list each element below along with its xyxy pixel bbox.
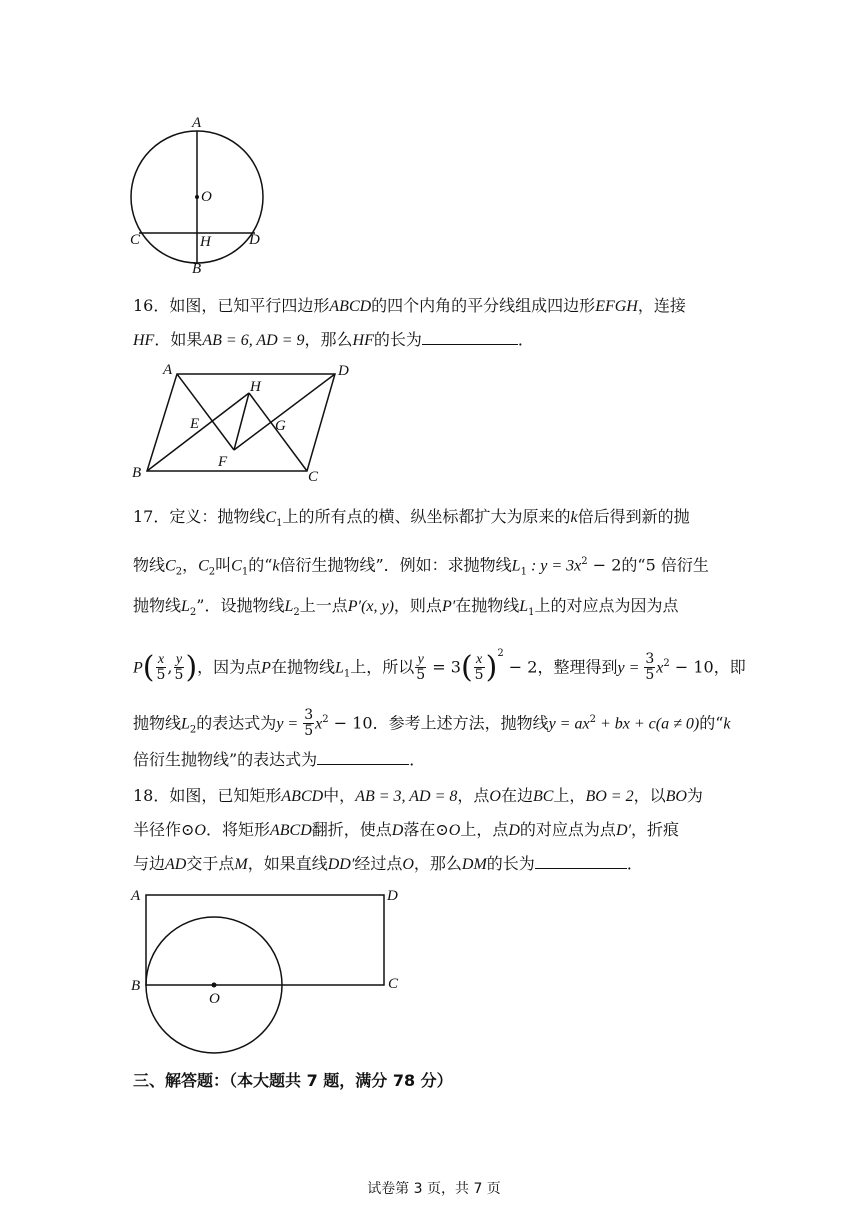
- label-h: H: [250, 379, 261, 395]
- label-o: O: [209, 991, 220, 1007]
- label-b: B: [192, 261, 202, 277]
- label-d: D: [249, 232, 260, 248]
- label-e: E: [190, 416, 200, 432]
- label-c: C: [388, 976, 399, 992]
- bisector-b: [147, 393, 249, 471]
- label-f: F: [218, 454, 228, 470]
- q18-answer-blank: [535, 852, 627, 869]
- section-3-title: 三、解答题：（本大题共 7 题，满分 78 分）: [133, 1071, 453, 1090]
- label-a: A: [163, 362, 173, 378]
- q17-line3: 抛物线$L_2$”．设抛物线$L_2$上一点P′(x, y)，则点P′在抛物线$L_1$上的对应点为因为点: [133, 596, 679, 619]
- q17-line6: 倍衍生抛物线”的表达式为 ．: [133, 750, 426, 769]
- figure-q18: [125, 880, 415, 1060]
- q17-line4: P( $\frac{x}{5}$ , $\frac{y}{5}$ )，因为点P在抛物线$L_1$上，所以 $\frac{y}{5}$ = 3( $\frac{x}{5}$ )$^2$ − 2，整理得到y = $\frac{3}{5}$ $x^2 - 10$，即: [133, 648, 746, 685]
- label-d: D: [387, 888, 398, 904]
- label-c: C: [308, 469, 319, 485]
- q16-answer-blank: [422, 328, 518, 345]
- q16-line1: 16．如图，已知平行四边形ABCD的四个内角的平分线组成四边形EFGH，连接: [133, 296, 686, 315]
- page-footer: 试卷第 3 页，共 7 页: [367, 1181, 501, 1197]
- q16-line2: HF．如果AB = 6, AD = 9，那么HF的长为 ．: [133, 330, 534, 349]
- q18-number: 18．: [133, 786, 170, 805]
- center-dot: [195, 195, 199, 199]
- label-d: D: [338, 363, 349, 379]
- figure-q16: [128, 360, 368, 485]
- center-dot: [212, 983, 217, 988]
- label-c: C: [130, 232, 141, 248]
- q18-line1: 18．如图，已知矩形ABCD中，AB = 3, AD = 8，点O在边BC上，BO = 2，以BO为: [133, 786, 703, 805]
- q17-line1: 17．定义：抛物线$C_1$上的所有点的横、纵坐标都扩大为原来的k倍后得到新的抛: [133, 507, 690, 530]
- q17-answer-blank: [317, 748, 409, 765]
- q17-number: 17．: [133, 507, 170, 526]
- q17-line2: 物线$C_2$，$C_2$叫$C_1$的“k倍衍生抛物线”．例如：求抛物线$L_1$ : $y = 3x^2 - 2$的“5 倍衍生: [133, 555, 709, 578]
- q16-number: 16．: [133, 296, 170, 315]
- bisector-a: [177, 374, 234, 450]
- segment-hf: [234, 393, 249, 450]
- label-h: H: [200, 234, 211, 250]
- figure-q15: [120, 110, 280, 280]
- label-b: B: [132, 465, 142, 481]
- label-a: A: [192, 115, 202, 131]
- q18-line3: 与边AD交于点M，如果直线DD′经过点O，那么DM的长为 ．: [133, 854, 643, 873]
- label-a: A: [131, 888, 141, 904]
- label-b: B: [131, 978, 141, 994]
- label-g: G: [275, 418, 286, 434]
- label-o: O: [201, 189, 212, 205]
- q17-line5: 抛物线$L_2$的表达式为y = $\frac{3}{5}$ $x^2 - 10$．参考上述方法，抛物线$y = ax^2$ + bx + c(a ≠ 0)的“k: [133, 707, 731, 740]
- q18-line2: 半径作⊙O．将矩形ABCD翻折，使点D落在⊙O上，点D的对应点为点D′，折痕: [133, 820, 680, 839]
